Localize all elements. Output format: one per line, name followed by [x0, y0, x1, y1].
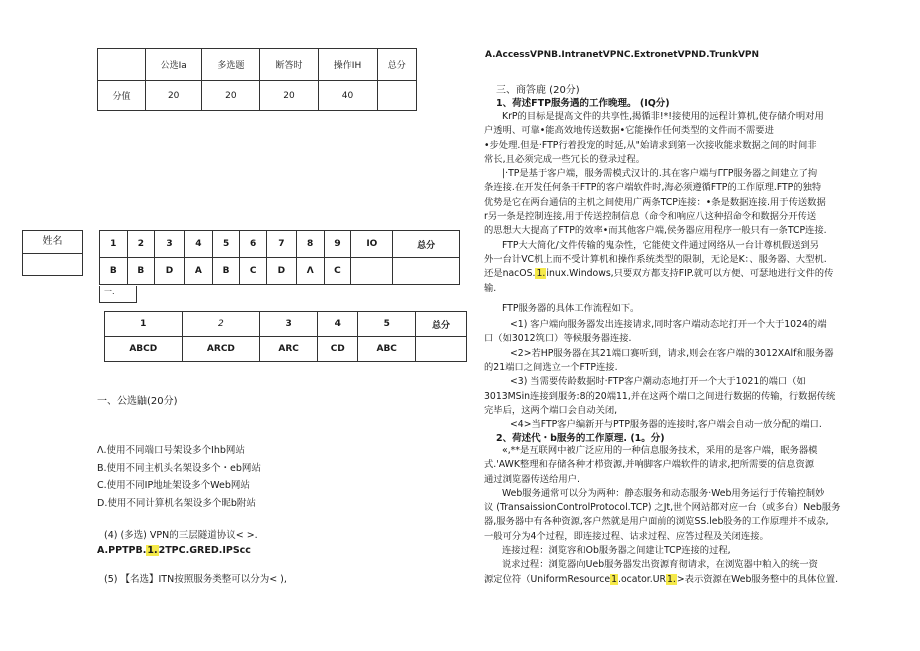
- vpn-options-line: A.AccessVPNB.IntranetVPNC.ExtronetVPND.TrunkVPN: [485, 50, 760, 60]
- answer-number-cell: 4: [318, 312, 358, 337]
- step-line: 口（如3012筑口）等候服务器连接.: [484, 333, 632, 345]
- score-header-cell: 操作IH: [318, 49, 377, 81]
- name-label: 姓名: [23, 231, 82, 254]
- text-line: 户透明、可靠•能高效地传送数据•它能操作任何类型的文件而不需要进: [484, 125, 774, 137]
- name-box: [22, 230, 83, 276]
- section-marker: 一.: [99, 286, 137, 303]
- step-line: <2>若HP服务器在其21端口赛听到，请求,则会在客户端的3012XAlf和服务器: [510, 347, 834, 359]
- option-c: C.使用不同IP地址架设多个Web网站: [97, 480, 250, 491]
- answer-value-cell: D: [155, 258, 185, 285]
- text-line: 议 (TransaissionControlProtocol.TCP) 之Jt,世个网站都对应一台（或多台）Neb服务: [484, 502, 841, 514]
- score-value-cell: [377, 81, 417, 111]
- text-line: 输.: [484, 282, 497, 294]
- answer-number-row: [100, 231, 460, 258]
- answer-value-cell: B: [212, 258, 240, 285]
- score-header-cell: 断答时: [260, 49, 318, 81]
- text-line: [484, 573, 894, 587]
- answer-total-cell: [415, 337, 466, 362]
- answer-total-header: 总分: [393, 231, 460, 258]
- text-line: 优势是它在两台通信的主机之间使用广两条TCP连接：•条是数据连接.用于传送数据: [484, 196, 826, 208]
- text-line: [484, 267, 894, 281]
- answer-total-header: 总分: [415, 312, 466, 337]
- option-a: Λ.使用不同端口号架设多个Ihb网站: [97, 445, 245, 456]
- answer-value-cell: ABCD: [105, 337, 183, 362]
- answer-value-cell: Λ: [296, 258, 324, 285]
- answer-number-cell: 6: [240, 231, 267, 258]
- q4-options-text: A.PPTPB.: [97, 545, 147, 556]
- answer-number-cell: 2: [127, 231, 155, 258]
- score-table-value-row: [98, 81, 417, 111]
- answer-value-cell: CD: [318, 337, 358, 362]
- question-4: (4) (多选) VPN的三层隧道协议< >.: [104, 530, 258, 541]
- answer-number-cell: 7: [267, 231, 297, 258]
- text-line: •步处理.但是·FTP行着投宠的时延,从"始请求到第一次接收能求数据之间的时间非: [484, 139, 817, 151]
- highlight-mark: 1.: [147, 545, 158, 556]
- answer-number-cell: 9: [324, 231, 351, 258]
- step-line: 3013MSin连接到服务:8的20端11,并在这两个端口之间进行数据的传输，行数据传统: [484, 390, 836, 402]
- answer-value-cell: ABC: [358, 337, 416, 362]
- answer-number-cell: IO: [351, 231, 393, 258]
- answer-value-cell: B: [127, 258, 155, 285]
- text-line: Web服务通常可以分为两种：静态服务和动态服务·Web用务运行于传输控制妙: [502, 487, 825, 499]
- text-line: 器,服务器中有各种资源,客户然就是用户面前的浏览SS.leb股务的工作原理并不成杂,: [484, 516, 829, 528]
- answer-number-cell: 3: [260, 312, 318, 337]
- text-line: 一般可分为4个过程，即连接过程、诂求过程、应答过程及关闭连接。: [484, 530, 769, 542]
- text-fragment: >表示资源在Web服务整中的具体位置.: [676, 573, 839, 585]
- step-line: 的21端口之间选立一个FTP连接.: [484, 362, 618, 374]
- highlight-mark: 1.: [666, 573, 676, 585]
- text-line: «,**是互联网中被广泛应用的一种信息服务技术，采用的是客户端，眠务器模: [502, 445, 818, 456]
- step-line: <4>当FTP客户编新开与PTP服务器的连接时,客户端会自动一放分配的端口.: [510, 419, 822, 431]
- answer-number-cell: 2: [182, 312, 260, 337]
- text-line: 外一台计VC机上而不受计算机和操作系统类型的限制，无论是K：、服务器、大型机.: [484, 253, 827, 265]
- text-line: 条连接.在开发任何条干FTP的客户端软件时,海必须遵循FTP的工作原理.FTP的独特: [484, 182, 822, 194]
- score-value-cell: 20: [202, 81, 260, 111]
- answer-value-cell: B: [100, 258, 128, 285]
- single-choice-answer-table: [99, 230, 460, 285]
- answer-value-row: [100, 258, 460, 285]
- highlight-mark: 1.: [536, 268, 546, 280]
- answer-number-row: [105, 312, 467, 337]
- step-line: 完毕后，这两个端口会自动关闭,: [484, 404, 618, 416]
- text-fragment: 源定位符（UniformResource: [484, 573, 611, 585]
- answer-value-cell: C: [240, 258, 267, 285]
- score-value-cell: 40: [318, 81, 377, 111]
- section-heading-short-answer: 三、商答鹿 (20分): [496, 85, 580, 96]
- text-fragment: inux.Windows,只要双方都支持FIP.就可以方便、可瑟地进行文件的传: [546, 268, 834, 280]
- answer-value-cell: D: [267, 258, 297, 285]
- score-table: [97, 48, 417, 111]
- section-heading-single-choice: 一、公选鼬(20分): [97, 396, 178, 407]
- question-ftp-title: 1、荷述FTP服务遇的工作晚理。 (IQ分): [496, 98, 670, 109]
- answer-value-cell: ARC: [260, 337, 318, 362]
- q4-options-text: 2TPC.GRED.IPScc: [158, 545, 251, 556]
- score-value-cell: 20: [260, 81, 318, 111]
- highlight-mark: 1: [611, 573, 617, 585]
- text-fragment: 还是nacOS.: [484, 268, 536, 280]
- text-line: KrP的目标是提高文件的共享性,揭循非!*!接使用的远程计算机,使存储介明对用: [502, 111, 824, 122]
- text-line: r另一条是控制连接,用于传送控制信息（命令和响应八这种招命令和数据分开传送: [484, 211, 817, 223]
- answer-value-cell: C: [324, 258, 351, 285]
- answer-number-cell: 8: [296, 231, 324, 258]
- question-web-title: 2、荷述代・b服务的工作原理. (1。分): [496, 433, 665, 444]
- score-table-header-row: [98, 49, 417, 81]
- ftp-answer-block: [484, 110, 894, 433]
- score-value-cell: 20: [146, 81, 202, 111]
- answer-number-cell: 5: [358, 312, 416, 337]
- score-header-cell: 多选题: [202, 49, 260, 81]
- step-line: <3) 当需要传龄数据时·FTP客户潮动态地打开一个大于1021的端口（如: [510, 376, 806, 388]
- score-value-cell: 分值: [98, 81, 146, 111]
- step-line: <1) 客户端向服务器发出连接请求,同时客户端动态坨打开一个大于1024的端: [510, 319, 827, 331]
- question-5: (5) 【名选】ITN按照服务类整可以分为< ),: [104, 574, 287, 585]
- text-line: 连接过程：浏览容和Ob服务器之间建让TCP连接的过程,: [502, 545, 731, 557]
- web-answer-block: [484, 444, 894, 587]
- answer-number-cell: 3: [155, 231, 185, 258]
- text-fragment: .ocator.UR: [618, 573, 666, 585]
- text-line: 说求过程：浏览器向Ueb服务器发出资源育彻请求，在浏览器中粕入的统一资: [502, 559, 818, 571]
- text-line: 式.'AWK整理和存储各种才栉资源,并响脚客户端软件的请求,把所需要的信息资源: [484, 459, 815, 471]
- option-d: D.使用不同计算机名架设多个昵b附站: [97, 498, 256, 509]
- text-line: 的思想大大提高了FTP的效率•而其他客户端,侯务器应用程序一般只有一条TCP连接.: [484, 225, 827, 237]
- text-line: FTP服务器的具体工作流程如下。: [502, 302, 640, 314]
- text-line: FTP大大简化/文件传输的鬼杂性，它能使文件通过网络从一台计尊机假送到另: [502, 239, 820, 251]
- answer-value-cell: A: [184, 258, 212, 285]
- answer-number-cell: 4: [184, 231, 212, 258]
- question-4-options: [97, 545, 251, 556]
- answer-number-cell: 5: [212, 231, 240, 258]
- answer-total-cell: [393, 258, 460, 285]
- score-header-cell: [98, 49, 146, 81]
- score-header-cell: 公选Ia: [146, 49, 202, 81]
- answer-value-cell: ARCD: [182, 337, 260, 362]
- text-line: 通过浏览器传送给用户.: [484, 473, 580, 485]
- answer-value-row: [105, 337, 467, 362]
- score-header-cell: 总分: [377, 49, 417, 81]
- text-line: 常长,且必须完成一些冗长的登录过程。: [484, 153, 646, 165]
- answer-number-cell: 1: [105, 312, 183, 337]
- multi-choice-answer-table: [104, 311, 467, 362]
- text-line: |·TP是基于客户端，服务需模式汉计的.其在客户端与ΓΓP服务器之间建立了拘: [502, 168, 818, 180]
- option-b: B.使用不同主机头名架设多个・eb网站: [97, 463, 261, 474]
- answer-value-cell: [351, 258, 393, 285]
- answer-number-cell: 1: [100, 231, 128, 258]
